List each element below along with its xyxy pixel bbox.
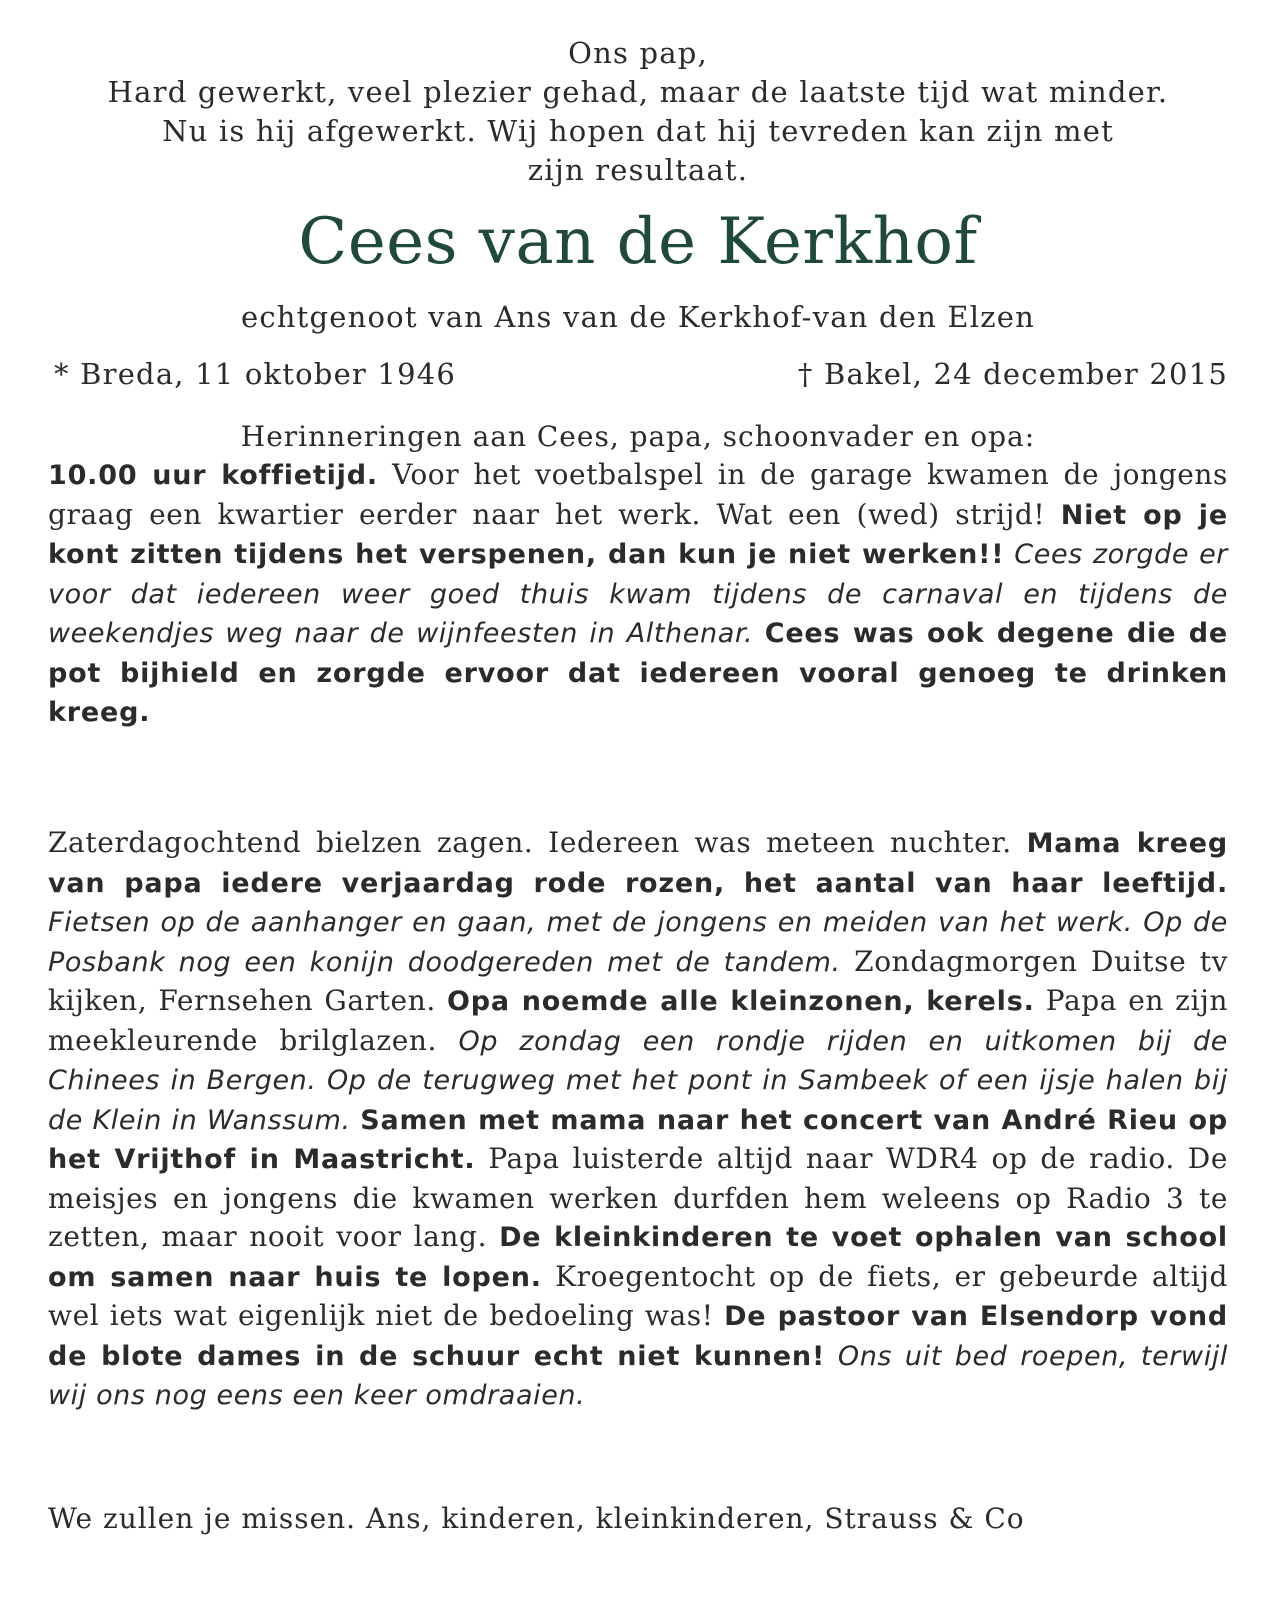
death-date: † Bakel, 24 december 2015: [797, 357, 1228, 391]
text-segment-normal: Papa luisterde altijd naar WDR4 op de radio. De meisjes en jongens die kwamen werken durfden hem weleens op Radio 3 te zetten, maar nooit voor lang.: [48, 1142, 1229, 1253]
text-segment-normal: Zondagmorgen Duitse tv kijken, Fernsehen Garten.: [48, 944, 1228, 1017]
closing-line: We zullen je missen. Ans, kinderen, kleinkinderen, Strauss & Co: [48, 1502, 1025, 1535]
intro-line: Ons pap,: [568, 36, 708, 70]
text-segment-bold: Mama kreeg van papa iedere verjaardag rode rozen, het aantal van haar leeftijd.: [48, 828, 1228, 899]
intro-verse: [48, 34, 1228, 190]
text-segment-normal: Kroegentocht op de fiets, er gebeurde altijd wel iets wat eigenlijk niet de bedoeling was!: [48, 1259, 1228, 1332]
text-segment-normal: Voor het voetbalspel in de garage kwamen de jongens graag een kwartier eerder naar het werk. Wat een (wed) strijd!: [48, 458, 1229, 531]
text-segment-bold: Niet op je kont zitten tijdens het verspenen, dan kun je niet werken!!: [48, 499, 1228, 570]
text-segment-bold: De pastoor van Elsendorp vond de blote dames in de schuur echt niet kunnen!: [48, 1301, 1229, 1372]
intro-line: Hard gewerkt, veel plezier gehad, maar de laatste tijd wat minder.: [107, 75, 1169, 109]
intro-line: Nu is hij afgewerkt. Wij hopen dat hij tevreden kan zijn met: [162, 114, 1114, 148]
birth-date: * Breda, 11 oktober 1946: [54, 357, 457, 391]
text-segment-bold: 10.00 uur koffietijd.: [48, 460, 378, 491]
memories-paragraph-1: [48, 456, 1228, 733]
memories-heading: Herinneringen aan Cees, papa, schoonvader en opa:: [240, 420, 1036, 453]
text-segment-normal: Papa en zijn meekleurende brilglazen.: [48, 984, 1228, 1057]
text-segment-bold: Cees was ook degene die de pot bijhield en zorgde ervoor dat iedereen vooral genoeg te drinken kreeg.: [48, 618, 1228, 728]
text-segment-bold: Samen met mama naar het concert van André Rieu op het Vrijthof in Maastricht.: [48, 1104, 1228, 1175]
deceased-name: Cees van de Kerkhof: [298, 205, 978, 279]
text-segment-italic: Cees zorgde er voor dat iedereen weer goed thuis kwam tijdens de carnaval en tijdens de weekendjes weg naar de wijnfeesten in Althenar.: [48, 539, 1228, 649]
text-segment-bold: Opa noemde alle kleinzonen, kerels.: [447, 986, 1035, 1017]
text-segment-italic: Ons uit bed roepen, terwijl wij ons nog eens een keer omdraaien.: [48, 1340, 1228, 1411]
spouse-line: echtgenoot van Ans van de Kerkhof-van den Elzen: [240, 300, 1035, 334]
memories-paragraph-2: [48, 824, 1228, 1416]
text-segment-italic: Fietsen op de aanhanger en gaan, met de jongens en meiden van het werk. Op de Posbank nog een konijn doodgereden met de tandem.: [48, 907, 1228, 978]
text-segment-normal: Zaterdagochtend bielzen zagen. Iedereen was meteen nuchter.: [48, 826, 1027, 859]
text-segment-italic: Op zondag een rondje rijden en uitkomen bij de Chinees in Bergen. Op de terugweg met het pont in Sambeek of een ijsje halen bij de Klein in Wanssum.: [48, 1025, 1228, 1136]
intro-line: zijn resultaat.: [527, 153, 749, 187]
text-segment-bold: De kleinkinderen te voet ophalen van school om samen naar huis te lopen.: [48, 1222, 1228, 1293]
